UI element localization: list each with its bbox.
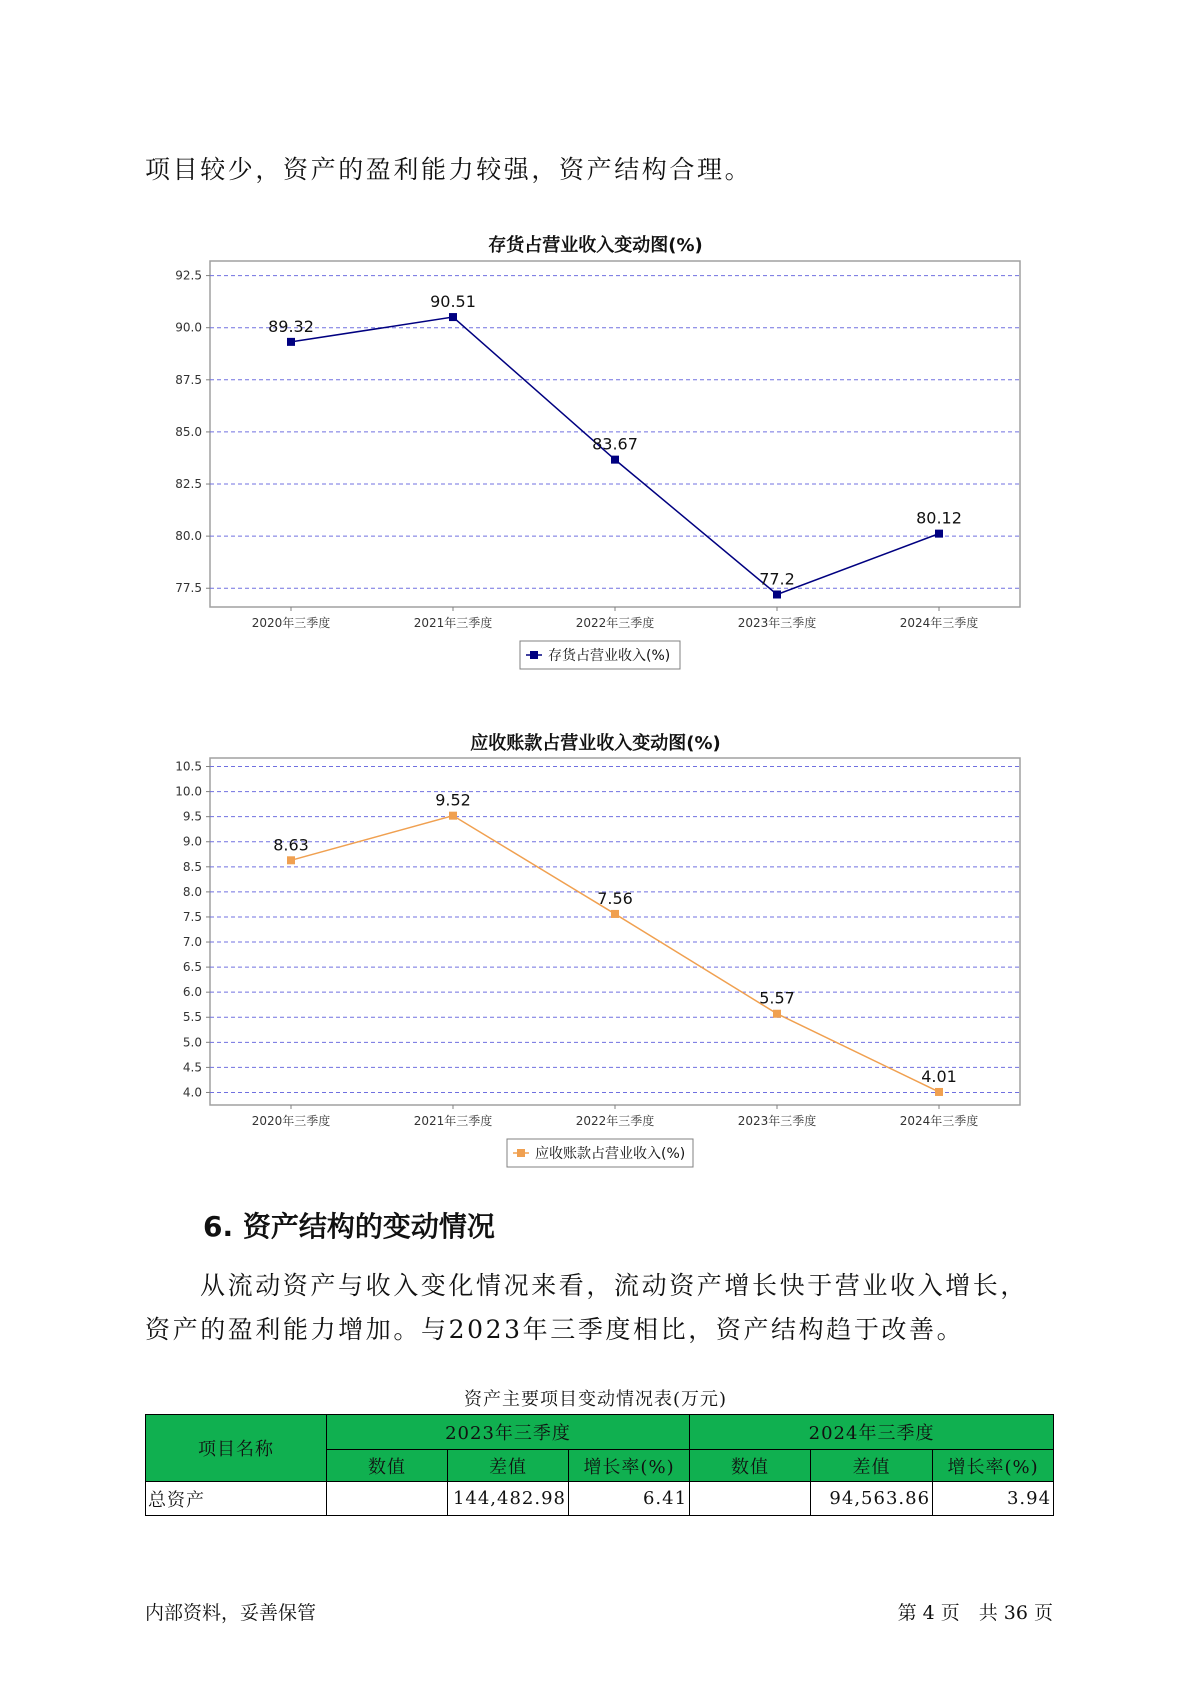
header-item-name: 项目名称 xyxy=(146,1415,327,1482)
x-tick-label: 2024年三季度 xyxy=(899,616,979,630)
header-value-2024: 数值 xyxy=(690,1450,811,1482)
data-label: 80.12 xyxy=(916,508,962,528)
y-tick-label: 8.5 xyxy=(182,859,202,874)
y-tick-label: 85.0 xyxy=(175,424,202,439)
y-tick-label: 7.5 xyxy=(182,909,202,924)
row-growth-2024: 3.94 xyxy=(933,1482,1054,1516)
row-name: 总资产 xyxy=(146,1482,327,1516)
plot-area xyxy=(210,758,1020,1105)
x-tick-label: 2022年三季度 xyxy=(575,1114,655,1128)
y-tick-label: 82.5 xyxy=(175,477,202,492)
x-tick-label: 2024年三季度 xyxy=(899,1114,979,1128)
header-diff-2024: 差值 xyxy=(811,1450,933,1482)
y-tick-label: 4.0 xyxy=(182,1085,202,1100)
y-tick-label: 10.0 xyxy=(175,784,202,799)
y-tick-label: 77.5 xyxy=(175,581,202,596)
row-value-2024 xyxy=(690,1482,811,1516)
row-diff-2023: 144,482.98 xyxy=(448,1482,569,1516)
header-diff-2023: 差值 xyxy=(448,1450,569,1482)
x-tick-label: 2021年三季度 xyxy=(413,1114,493,1128)
y-tick-label: 9.0 xyxy=(182,834,202,849)
y-tick-label: 8.0 xyxy=(182,884,202,899)
legend-label: 应收账款占营业收入(%) xyxy=(535,1146,686,1162)
data-point xyxy=(935,1088,943,1096)
x-tick-label: 2020年三季度 xyxy=(251,1114,331,1128)
data-label: 4.01 xyxy=(921,1066,957,1086)
y-tick-label: 6.0 xyxy=(182,985,202,1000)
chart-1-title: 存货占营业收入变动图(%) xyxy=(488,235,703,256)
table-row xyxy=(146,1482,1054,1516)
data-label: 83.67 xyxy=(592,434,638,454)
y-tick-label: 90.0 xyxy=(175,320,202,335)
top-paragraph: 项目较少，资产的盈利能力较强，资产结构合理。 xyxy=(145,155,753,184)
chart-2-title: 应收账款占营业收入变动图(%) xyxy=(470,733,721,754)
y-tick-label: 5.5 xyxy=(182,1010,202,1025)
data-label: 89.32 xyxy=(268,316,314,336)
y-tick-label: 6.5 xyxy=(182,960,202,975)
x-tick-label: 2023年三季度 xyxy=(737,1114,817,1128)
data-point xyxy=(287,856,295,864)
header-growth-2023: 增长率(%) xyxy=(569,1450,690,1482)
data-point xyxy=(611,910,619,918)
table-caption: 资产主要项目变动情况表(万元) xyxy=(463,1389,728,1410)
legend-label: 存货占营业收入(%) xyxy=(548,648,671,664)
x-tick-label: 2021年三季度 xyxy=(413,616,493,630)
section-heading: 6. 资产结构的变动情况 xyxy=(203,1210,495,1243)
asset-change-table xyxy=(145,1414,1054,1516)
y-tick-label: 9.5 xyxy=(182,809,202,824)
data-label: 7.56 xyxy=(597,888,633,908)
data-point xyxy=(773,1010,781,1018)
y-tick-label: 5.0 xyxy=(182,1035,202,1050)
legend-marker xyxy=(517,1149,525,1157)
data-label: 77.2 xyxy=(759,569,795,589)
header-group-2024: 2024年三季度 xyxy=(690,1415,1054,1450)
x-tick-label: 2023年三季度 xyxy=(737,616,817,630)
y-tick-label: 92.5 xyxy=(175,268,202,283)
y-tick-label: 10.5 xyxy=(175,759,202,774)
section-paragraph-line-1: 从流动资产与收入变化情况来看，流动资产增长快于营业收入增长， xyxy=(200,1271,1029,1300)
footer-left: 内部资料，妥善保管 xyxy=(145,1602,317,1624)
footer-page-number: 第 4 页 共 36 页 xyxy=(897,1602,1053,1624)
section-paragraph-line-2: 资产的盈利能力增加。与2023年三季度相比，资产结构趋于改善。 xyxy=(145,1315,965,1344)
row-diff-2024: 94,563.86 xyxy=(811,1482,933,1516)
data-point xyxy=(449,812,457,820)
data-label: 8.63 xyxy=(273,835,309,855)
y-tick-label: 80.0 xyxy=(175,529,202,544)
header-growth-2024: 增长率(%) xyxy=(933,1450,1054,1482)
data-label: 5.57 xyxy=(759,988,795,1008)
header-group-2023: 2023年三季度 xyxy=(327,1415,690,1450)
data-label: 9.52 xyxy=(435,790,471,810)
y-tick-label: 4.5 xyxy=(182,1060,202,1075)
header-value-2023: 数值 xyxy=(327,1450,448,1482)
y-tick-label: 87.5 xyxy=(175,372,202,387)
row-growth-2023: 6.41 xyxy=(569,1482,690,1516)
y-tick-label: 7.0 xyxy=(182,935,202,950)
x-tick-label: 2020年三季度 xyxy=(251,616,331,630)
x-tick-label: 2022年三季度 xyxy=(575,616,655,630)
data-label: 90.51 xyxy=(430,292,476,312)
row-value-2023 xyxy=(327,1482,448,1516)
